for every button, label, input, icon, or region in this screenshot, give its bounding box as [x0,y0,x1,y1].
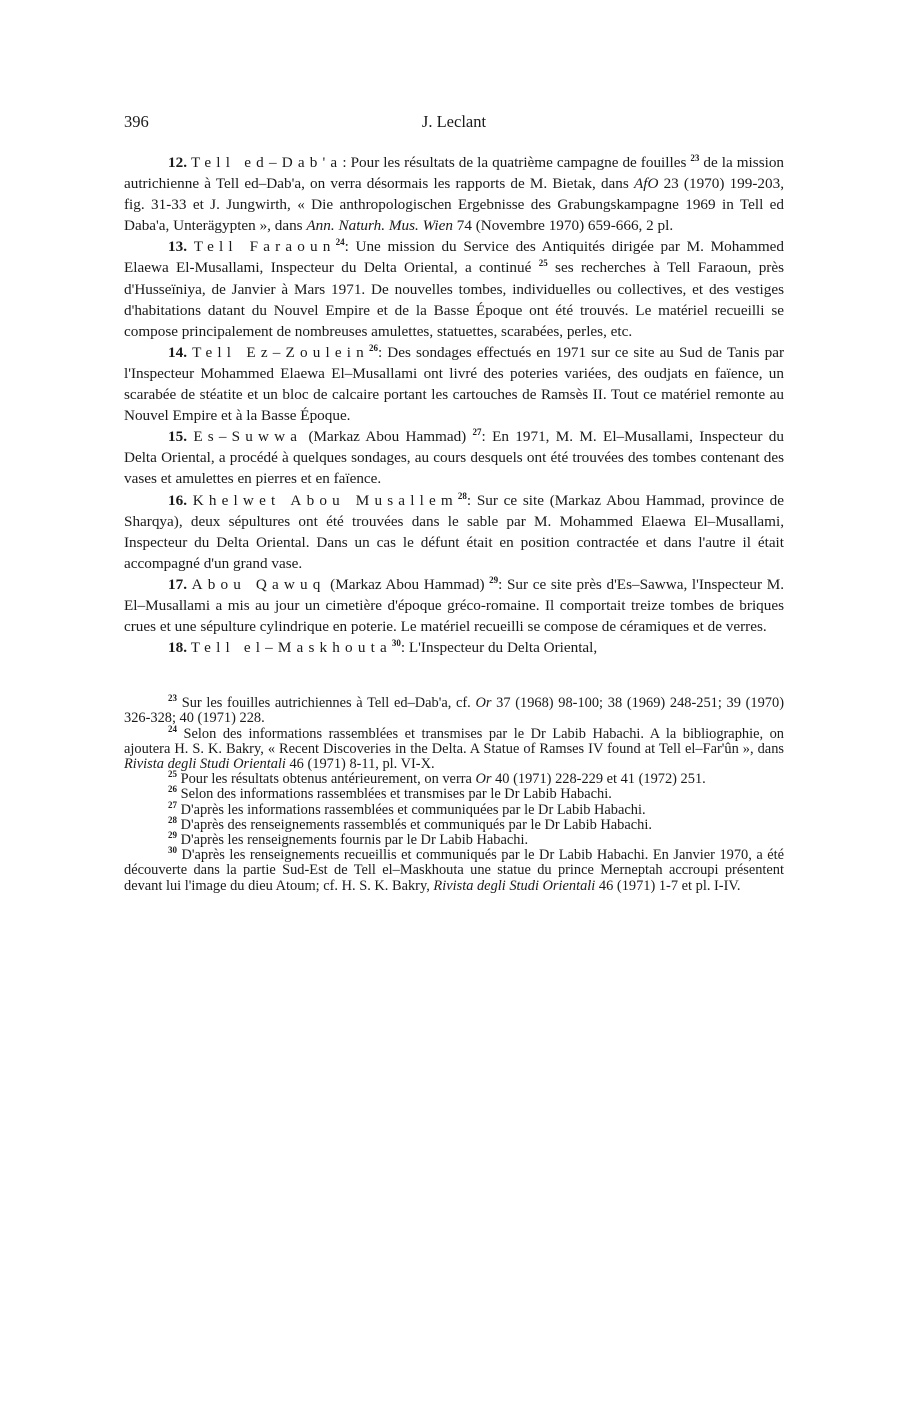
entry-12: 12. Tell ed–Dab'a: Pour les résultats de la quatrième campagne de fouilles $^{23}$ de la mission autrichienne à Tell ed–Dab'a, on verra désormais les rapports de M. Bietak, dans AfO 23 (1970) 199-203, fig. 31-33 et J. Jungwirth, « Die anthropologischen Ergebnisse des Grabungskampagne 1969 in Tell ed Daba'a, Unterägypten », dans Ann. Naturh. Mus. Wien 74 (Novembre 1970) 659-666, 2 pl. [124,153,785,235]
site-name: Es–Suwwa [193,428,303,446]
footnote-number: 24 [168,723,177,734]
footnotes [124,693,784,894]
footnote-26: $^{26}$ Selon des informations rassemblées et transmises par le Dr Labib Habachi. [168,784,612,803]
entry-number: 18. [168,639,187,657]
site-name: Abou Qawuq [191,575,326,593]
site-name: Tell el–Maskhouta [190,639,392,657]
footnote-number: 29 [168,830,177,841]
footnote-number: 27 [168,799,177,810]
entry-number: 14. [168,343,187,361]
footnote-ref: 23 [690,153,700,163]
entry-number: 15. [168,428,187,446]
footnote-23: $^{23}$ Sur les fouilles autrichiennes à Tell ed–Dab'a, cf. Or 37 (1968) 98-100; 38 (1969) 248-251; 39 (1970) 326-328; 40 (1971) 228. [124,693,784,727]
journal-title: Rivista degli Studi Orientali [124,756,286,773]
entry-17: 17. Abou Qawuq (Markaz Abou Hammad) $^{29}$: Sur ce site près d'Es–Sawwa, l'Inspecteur M. El–Musallami a mis au jour un cimetière d'époque gréco-romaine. Il comportait treize tombes de briques crues et une sépulture cylindrique en poterie. Le matériel recueilli se compose de céramiques et de verres. [124,574,785,636]
footnote-ref: 27 [472,427,482,438]
footnote-ref: 28 [457,490,467,501]
entry-number: 16. [168,491,187,509]
footnote-30: $^{30}$ D'après les renseignements recueillis et communiqués par le Dr Labib Habachi. En Janvier 1970, a été découverte dans la partie Sud-Est de Tell el–Maskhouta une statue du prince Merneptah accroupi présentent devant lui l'image du dieu Atoum; cf. H. S. K. Bakry, Rivista degli Studi Orientali 46 (1971) 1-7 et pl. I-IV. [124,845,784,894]
entry-14: 14. Tell Ez–Zoulein$^{26}$: Des sondages effectués en 1971 sur ce site au Sud de Tanis par l'Inspecteur Mohammed Elaewa El–Musallami ont livré des poteries variées, des oudjats en faïence, un scarabée de stéatite et un bloc de calcaire portant les cartouches de Ramsès II. Tout ce matériel remonte au Nouvel Empire et à la Basse Époque. [124,342,784,425]
footnote-ref: 25 [538,258,548,269]
site-name: Tell ed–Dab'a [191,154,343,171]
journal-title: Or [475,771,492,788]
journal-title: Rivista degli Studi Orientali [433,877,596,894]
footnote-27: $^{27}$ D'après les informations rassemblées et communiquées par le Dr Labib Habachi. [168,799,646,818]
journal-title: Ann. Naturh. Mus. Wien [306,217,453,235]
entry-number: 13. [168,238,187,256]
entry-15: 15. Es–Suwwa (Markaz Abou Hammad) $^{27}$: En 1971, M. M. El–Musallami, Inspecteur du Delta Oriental, a procédé à quelques sondages, au cours desquels ont été trouvées des tombes contenant des vases et amulettes en pierres et en faïence. [124,427,784,488]
footnote-ref: 24 [335,237,345,248]
running-head: J. Leclant [421,112,487,131]
entry-18: 18. Tell el–Maskhouta$^{30}$: L'Inspecteur du Delta Oriental, [168,638,598,657]
footnote-ref: 29 [489,574,499,585]
footnote-number: 23 [168,693,177,704]
footnote-number: 25 [168,769,177,780]
footnote-number: 30 [168,845,177,856]
footnote-ref: 30 [391,638,401,649]
footnote-29: $^{29}$ D'après les renseignements fournis par le Dr Labib Habachi. [168,830,529,849]
page [124,112,784,894]
footnote-24: $^{24}$ Selon des informations rassemblées et transmises par le Dr Labib Habachi. A la bibliographie, on ajoutera H. S. K. Bakry, « Recent Discoveries in the Delta. A Statue of Ramses IV found at Tell el–Far'ûn », dans Rivista degli Studi Orientali 46 (1971) 8-11, pl. VI-X. [124,723,784,773]
entry-16: 16. Khelwet Abou Musallem$^{28}$: Sur ce site (Markaz Abou Hammad, province de Sharqya), deux sépultures ont été trouvées dans le sable par M. Mohammed Elaewa El–Musallami, Inspecteur du Delta Oriental. Dans un cas le défunt était en position contractée et dans l'autre il était accompagné d'un grand vase. [124,490,784,572]
footnote-number: 28 [168,814,177,825]
site-name: Khelwet Abou Musallem [192,491,458,509]
entry-number: 12. [168,154,187,171]
page-number: 396 [124,112,149,131]
footnote-ref: 26 [368,342,378,353]
footnote-number: 26 [168,784,177,795]
entry-13: 13. Tell Faraoun$^{24}$: Une mission du Service des Antiquités dirigée par M. Mohammed Elaewa El-Musallami, Inspecteur du Delta Oriental, a continué $^{25}$ ses recherches à Tell Faraoun, près d'Husseïniya, de Janvier à Mars 1971. De nouvelles tombes, individuelles ou collectives, et des vestiges d'habitations datant du Nouvel Empire et de la Basse Époque ont été trouvés. Le matériel recueilli se compose principalement de nombreuses amulettes, statuettes, scarabées, perles, etc. [124,237,785,340]
journal-title: Or [475,695,492,712]
site-name: Tell Ez–Zoulein [192,343,369,361]
main-text [124,152,784,658]
footnote-28: $^{28}$ D'après des renseignements rassemblés et communiqués par le Dr Labib Habachi. [168,814,652,833]
site-name: Tell Faraoun [193,238,336,256]
entry-number: 17. [168,575,187,593]
footnote-25: $^{25}$ Pour les résultats obtenus antérieurement, on verra Or 40 (1971) 228-229 et 41 (1972) 251. [168,769,706,788]
page-header [124,112,784,138]
journal-title: AfO [633,175,659,193]
